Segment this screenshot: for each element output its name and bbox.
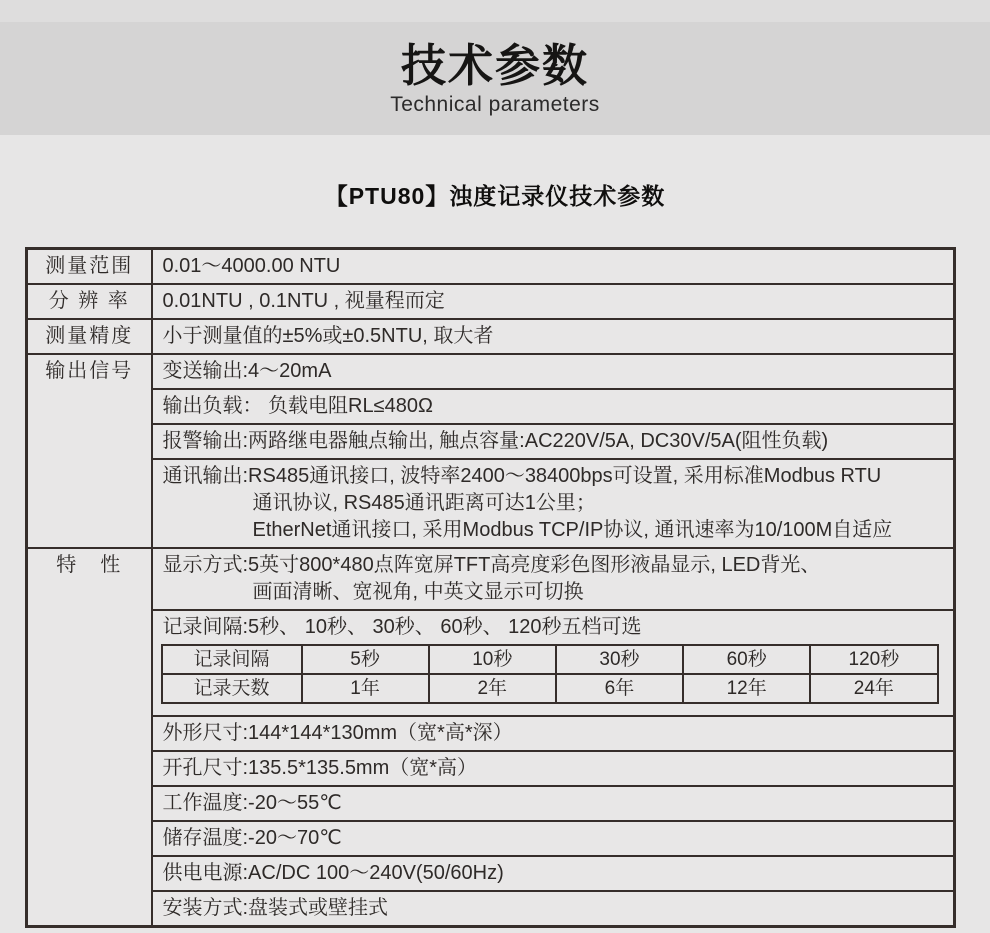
page-title: 技术参数 [400,40,589,92]
spec-label-output-signal: 输出信号 [27,354,152,548]
doc-title: 【PTU80】浊度记录仪技术参数 [324,183,666,209]
table-row-cutout [27,751,955,786]
table-row-record-interval [27,610,955,716]
spec-value [152,459,955,548]
record-table-cell: 24年 [810,674,937,703]
table-row-storage-temp [27,821,955,856]
spec-label: 测量范围 [27,249,152,285]
record-table-cell: 2年 [429,674,556,703]
record-table-cell: 30秒 [556,645,683,674]
table-row-mounting [27,891,955,927]
display-line: 画面清晰、宽视角, 中英文显示可切换 [252,581,584,603]
spec-value: 供电电源:AC/DC 100～240V(50/60Hz) [152,856,955,891]
record-table-cell: 12年 [683,674,810,703]
spec-label: 测量精度 [27,319,152,354]
comm-line: 通讯协议, RS485通讯距离可达1公里； [252,492,596,514]
spec-value: 开孔尺寸:135.5*135.5mm（宽*高） [152,751,955,786]
spec-value [152,610,955,716]
spec-value: 小于测量值的±5%或±0.5NTU, 取大者 [152,319,955,354]
record-table-cell: 1年 [302,674,429,703]
record-table-cell: 60秒 [683,645,810,674]
spec-value: 储存温度:-20～70℃ [152,821,955,856]
table-row-power [27,856,955,891]
record-table-cell: 120秒 [810,645,937,674]
spec-value: 外形尺寸:144*144*130mm（宽*高*深） [152,716,955,751]
record-table-cell: 5秒 [302,645,429,674]
page-subtitle: Technical parameters [390,92,600,116]
header-band [0,22,990,135]
record-table-cell: 记录天数 [162,674,302,703]
record-interval-row [162,645,938,674]
record-table-cell: 记录间隔 [162,645,302,674]
record-capacity-table [161,644,939,704]
spec-label: 分 辨 率 [27,284,152,319]
table-row-dimensions [27,716,955,751]
top-strip [0,0,990,22]
spec-value: 安装方式:盘装式或壁挂式 [152,891,955,927]
spec-value: 0.01NTU , 0.1NTU , 视量程而定 [152,284,955,319]
table-row-measure-range [27,249,955,285]
spec-table [25,247,956,928]
table-row-work-temp [27,786,955,821]
table-row-output-transmit [27,354,955,389]
record-table-cell: 6年 [556,674,683,703]
table-row-display-mode [27,548,955,610]
record-interval-intro: 记录间隔:5秒、 10秒、 30秒、 60秒、 120秒五档可选 [162,616,642,638]
spec-value: 报警输出:两路继电器触点输出, 触点容量:AC220V/5A, DC30V/5A(阻性负载) [152,424,955,459]
table-row-output-comm [27,459,955,548]
spec-value [152,548,955,610]
comm-line: 通讯输出:RS485通讯接口, 波特率2400～38400bps可设置, 采用标准Modbus RTU [162,465,882,487]
spec-value: 0.01～4000.00 NTU [152,249,955,285]
table-row-resolution [27,284,955,319]
spec-value: 变送输出:4～20mA [152,354,955,389]
spec-value: 工作温度:-20～55℃ [152,786,955,821]
table-row-accuracy [27,319,955,354]
record-days-row [162,674,938,703]
table-row-output-load [27,389,955,424]
display-line: 显示方式:5英寸800*480点阵宽屏TFT高亮度彩色图形液晶显示, LED背光、 [162,554,821,576]
spec-label-features: 特 性 [27,548,152,927]
table-row-output-alarm [27,424,955,459]
record-table-cell: 10秒 [429,645,556,674]
spec-value: 输出负载： 负载电阻RL≤480Ω [152,389,955,424]
comm-line: EtherNet通讯接口, 采用Modbus TCP/IP协议, 通讯速率为10/100M自适应 [252,519,893,541]
